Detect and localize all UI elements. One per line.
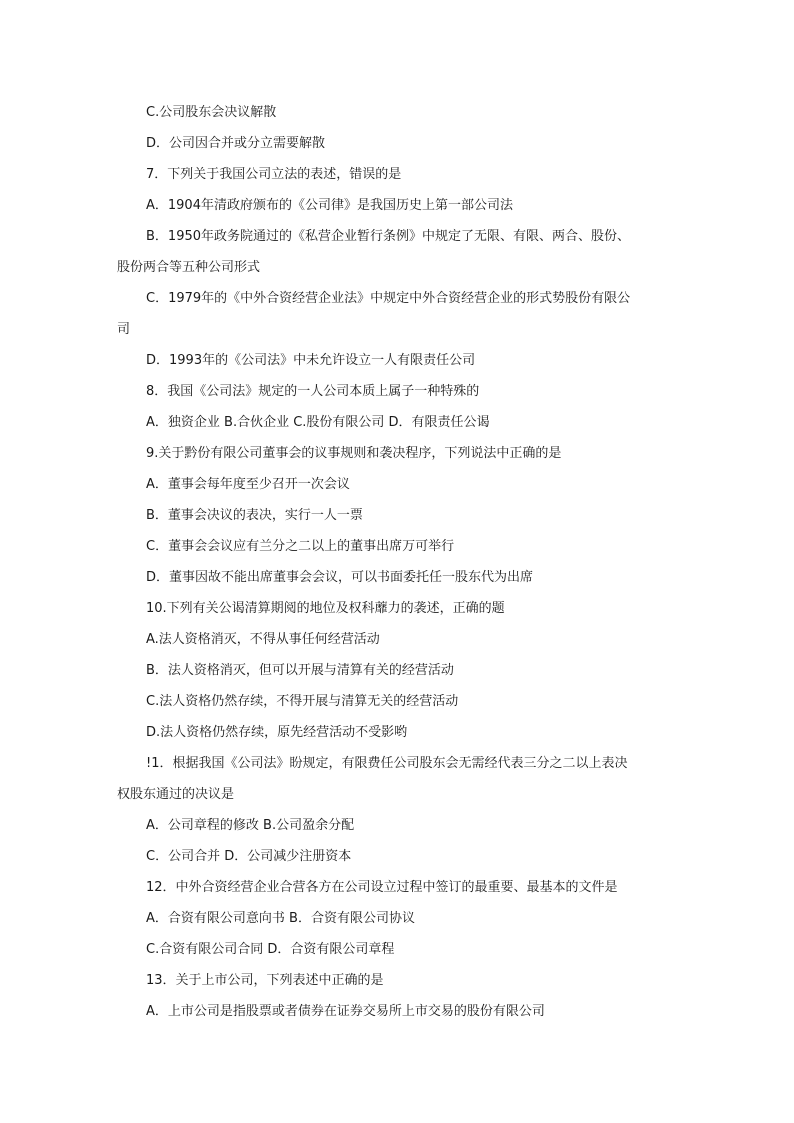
text-line: C．董事会会议应有兰分之二以上的董事出席万可举行 [146,539,455,554]
text-line: 权股东通过的决议是 [117,787,235,802]
text-line: B．1950年政务院通过的《私营企业暂行条例》中规定了无限、有限、两合、股份、 [146,229,631,244]
text-line: C．1979年的《中外合资经营企业法》中规定中外合资经营企业的形式势股份有限公 [146,291,631,306]
text-line: B．法人资格消灭，但可以开展与清算有关的经营活动 [146,663,454,678]
document-body [117,97,677,1027]
text-line: C.合资有限公司合同 D．合资有限公司章程 [146,942,395,957]
text-line: 7．下列关于我国公司立法的表述，错误的是 [146,167,402,182]
text-line: 12．中外合资经营企业合营各方在公司设立过程中签订的最重要、最基本的文件是 [146,880,618,895]
text-line: A．上市公司是指股票或者债券在证券交易所上市交易的股份有限公司 [146,1004,545,1019]
text-line: 10.下列有关公谒清算期阅的地位及权科蘼力的袭述，正确的题 [146,601,505,616]
text-line: A．独资企业 B.合伙企业 C.股份有限公司 D．有限责任公谒 [146,415,490,430]
text-line: 股份两合等五种公司形式 [117,260,261,275]
text-line: A.法人资格消灭，不得从事任何经营活动 [146,632,380,647]
text-line: 8．我国《公司法》规定的一人公司本质上属子一种特殊的 [146,384,480,399]
text-line: A．1904年清政府颁布的《公司律》是我国历史上第一部公司法 [146,198,513,213]
text-line: !1．根据我国《公司法》盼规定，有限费任公司股东会无需经代表三分之二以上表决 [146,756,628,771]
text-line: D．1993年的《公司法》中未允许设立一人有限责任公司 [146,353,476,368]
text-line: C．公司合并 D．公司减少注册资本 [146,849,352,864]
text-line: 司 [117,322,131,337]
text-line: A．董事会每年度至少召开一次会议 [146,477,350,492]
text-line: C.公司股东会决议解散 [146,105,277,120]
text-line: D．公司因合并或分立需要解散 [146,136,326,151]
text-line: 9.关于黔份有限公司董事会的议事规则和袭决程序，下列说法中正确的是 [146,446,562,461]
text-line: B．董事会决议的表决，实行一人一票 [146,508,363,523]
text-line: C.法人资格仍然存续，不得开展与清算无关的经营活动 [146,694,459,709]
text-line: D.法人资格仍然存续，原先经营活动不受影哟 [146,725,408,740]
text-line: A．合资有限公司意向书 B．合资有限公司协议 [146,911,415,926]
text-line: 13．关于上市公司，下列表述中正确的是 [146,973,384,988]
text-line: A．公司章程的修改 B.公司盈余分配 [146,818,355,833]
text-line: D．董事因故不能出席董事会会议，可以书面委托任一股东代为出席 [146,570,534,585]
